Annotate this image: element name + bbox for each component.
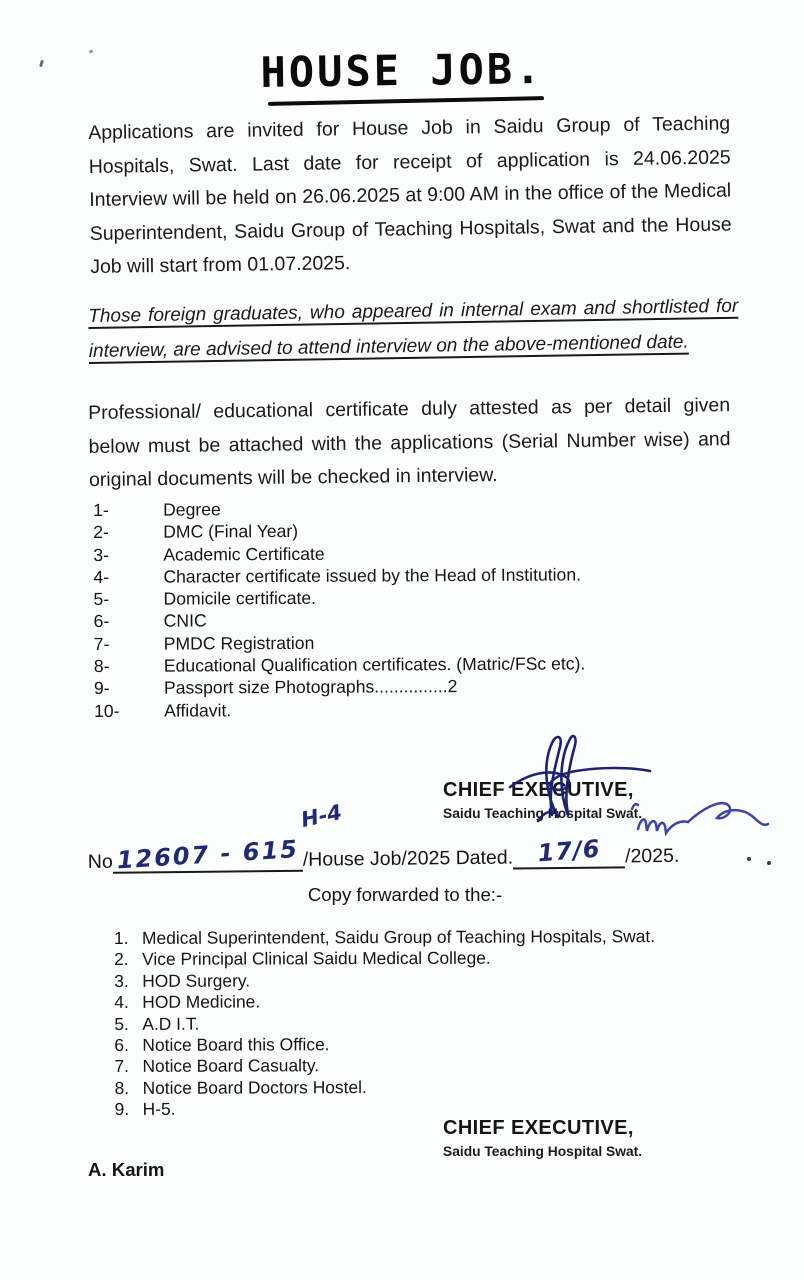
requirements-paragraph: Professional/ educational certificate duly attested as per detail given below must be attached with the applications (Serial Number wise) and original documents will be checked in interview. xyxy=(88,394,731,491)
ink-dot xyxy=(747,857,751,861)
item-text: Notice Board Casualty. xyxy=(142,1055,320,1077)
item-text: DMC (Final Year) xyxy=(163,521,299,542)
item-number: 2. xyxy=(114,949,129,970)
item-text: Notice Board this Office. xyxy=(142,1034,330,1055)
item-number: 4. xyxy=(114,992,129,1013)
list-item xyxy=(114,1012,655,1035)
list-item xyxy=(114,1055,655,1078)
list-item xyxy=(93,541,585,566)
item-number: 9. xyxy=(114,1099,130,1120)
handwritten-reference-number: 12607 - 615 xyxy=(115,835,300,875)
item-number: 6. xyxy=(114,1034,129,1056)
item-number: 3- xyxy=(93,544,109,565)
list-item xyxy=(115,1076,656,1099)
handwritten-date: 17/6 xyxy=(536,834,602,868)
title-underline xyxy=(268,96,544,106)
footer-name: A. Karim xyxy=(88,1159,165,1180)
item-text: Character certificate issued by the Head of Institution. xyxy=(163,564,582,587)
list-item xyxy=(93,519,585,544)
item-number: 7- xyxy=(93,633,110,654)
list-item xyxy=(114,926,655,949)
item-number: 6- xyxy=(93,611,110,632)
list-item xyxy=(93,586,585,611)
item-text: H-5. xyxy=(142,1099,176,1120)
list-item xyxy=(93,563,585,588)
reference-middle-text: /House Job/2025 Dated. xyxy=(302,846,514,871)
foreign-graduates-notice: Those foreign graduates, who appeared in internal exam and shortlisted for interview, are advised to attend interview on the above-mentioned date. xyxy=(88,295,739,362)
list-item xyxy=(94,653,586,678)
item-text: HOD Medicine. xyxy=(142,991,261,1013)
item-number: 4- xyxy=(93,566,110,587)
item-number: 5. xyxy=(114,1013,129,1034)
reference-number-blank xyxy=(113,835,303,875)
item-text: HOD Surgery. xyxy=(142,970,251,991)
signatory-org: Saidu Teaching Hospital Swat. xyxy=(443,806,643,821)
item-text: Domicile certificate. xyxy=(163,588,317,609)
item-text: Passport size Photographs...............2 xyxy=(163,676,458,699)
item-text: A.D I.T. xyxy=(142,1013,200,1034)
item-text: Degree xyxy=(163,499,221,520)
item-text: PMDC Registration xyxy=(163,632,315,654)
list-item xyxy=(94,608,586,633)
required-documents-list xyxy=(93,496,586,722)
intro-paragraph: Applications are invited for House Job in Saidu Group of Teaching Hospitals, Swat. Last date for receipt of application is 24.06.2025 Interview will be held on 26.06.2025 at 9:00 AM in the office of the Medical Superintendent, Saidu Group of Teaching Hospitals, Swat and the House Job will start from 01.07.2025. xyxy=(88,112,732,278)
list-item xyxy=(94,675,586,700)
signatory-title: CHIEF EXECUTIVE, xyxy=(443,779,634,801)
item-number: 2- xyxy=(93,522,109,543)
item-text: Notice Board Doctors Hostel. xyxy=(142,1076,367,1098)
item-number: 7. xyxy=(114,1056,130,1077)
item-number: 3. xyxy=(114,970,129,991)
item-text: Academic Certificate xyxy=(163,543,325,565)
item-number: 5- xyxy=(93,589,110,610)
ink-dot xyxy=(767,861,771,865)
item-text: Medical Superintendent, Saidu Group of Teaching Hospitals, Swat. xyxy=(141,926,656,948)
list-item xyxy=(114,1033,655,1056)
item-text: Vice Principal Clinical Saidu Medical College. xyxy=(142,948,491,970)
signatory-org: Saidu Teaching Hospital Swat. xyxy=(443,1144,643,1159)
list-item xyxy=(114,969,655,992)
list-item xyxy=(94,697,586,722)
copy-forwarded-heading: Copy forwarded to the:- xyxy=(307,884,503,905)
no-label: No xyxy=(87,850,113,874)
list-item xyxy=(94,630,586,655)
signatory-title: CHIEF EXECUTIVE, xyxy=(443,1117,634,1139)
item-number: 1. xyxy=(114,927,129,948)
item-text: Educational Qualification certificates. (Matric/FSc etc). xyxy=(163,653,586,676)
copy-forwarded-list xyxy=(114,926,656,1121)
date-blank xyxy=(513,836,625,869)
page-title: HOUSE JOB. xyxy=(260,44,544,97)
item-number: 10- xyxy=(94,700,120,721)
item-number: 8. xyxy=(114,1077,130,1098)
item-number: 9- xyxy=(93,678,110,699)
list-item xyxy=(114,990,655,1013)
year-suffix: /2025. xyxy=(624,844,680,868)
reference-line xyxy=(88,836,680,874)
signature-block-top xyxy=(443,779,642,821)
list-item xyxy=(93,496,585,521)
list-item xyxy=(114,948,655,971)
handwritten-annotation: H-4 xyxy=(298,800,344,832)
signature-block-bottom xyxy=(443,1117,642,1159)
item-number: 1- xyxy=(93,499,109,520)
item-number: 8- xyxy=(93,655,110,677)
item-text: Affidavit. xyxy=(164,699,232,721)
item-text: CNIC xyxy=(163,610,207,632)
